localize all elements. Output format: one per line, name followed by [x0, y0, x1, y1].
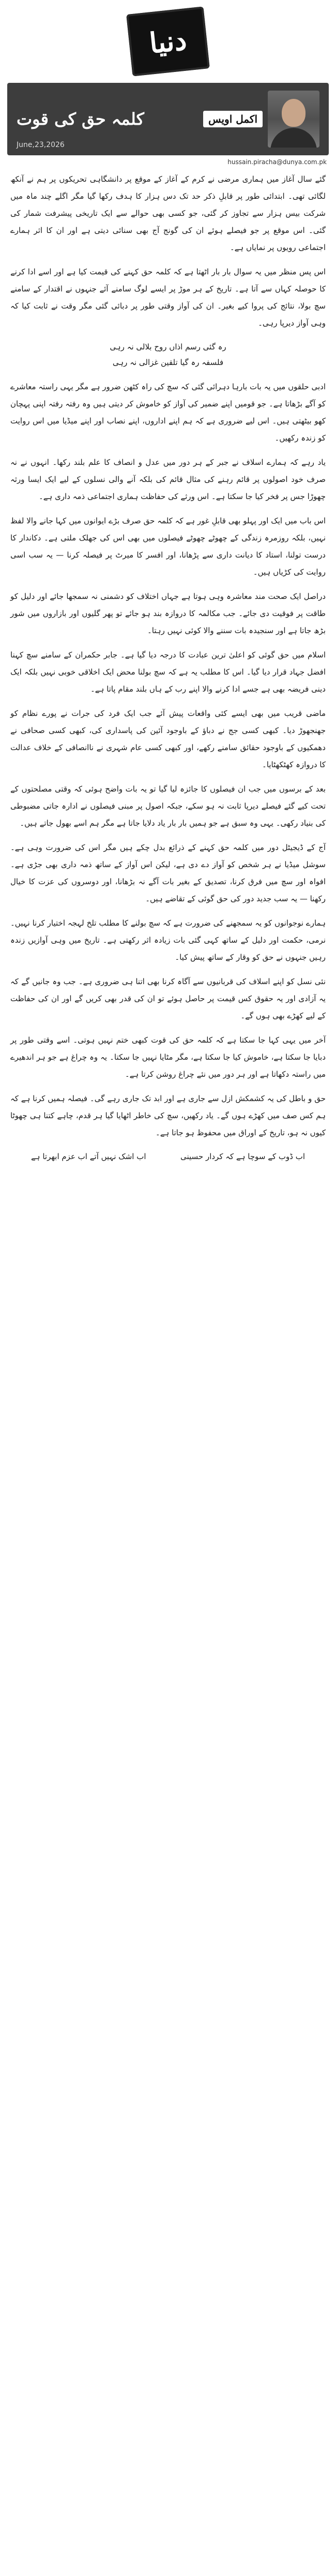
- article-paragraph: دراصل ایک صحت مند معاشرہ وہی ہوتا ہے جہاں اختلاف کو دشمنی نہ سمجھا جائے اور دلیل کو طاقت پر فوقیت دی جائے۔ جب مکالمہ کا دروازہ بند ہو جائے تو پھر گلیوں اور بازاروں میں شور بڑھ جاتا ہے اور سنجیدہ بات سننے والا کوئی نہیں رہتا۔: [10, 592, 326, 635]
- article-paragraph: ادبی حلقوں میں یہ بات بارہا دہرائی گئی کہ سچ کی راہ کٹھن ضرور ہے مگر یہی راستہ معاشرے کو آگے بڑھاتا ہے۔ جو قومیں اپنے ضمیر کی آواز کو خاموش کر دیتی ہیں وہ رفتہ رفتہ اپنی پہچان کھو بیٹھتی ہیں۔ اس لیے ضروری ہے کہ ہم اپنے اداروں، اپنے نصاب اور اپنے میڈیا میں اس روایت کو زندہ رکھیں۔: [10, 382, 326, 443]
- logo-text: دنیا: [147, 23, 189, 60]
- article-paragraph: یاد رہے کہ ہمارے اسلاف نے جبر کے ہر دور میں عدل و انصاف کا علم بلند رکھا۔ انہوں نے نہ صرف خود اصولوں پر قائم رہنے کی مثال قائم کی بلکہ آنے والی نسلوں کے لیے ایک ایسا ورثہ چھوڑا جس پر فخر کیا جا سکتا ہے۔ اس ورثے کی حفاظت ہماری اجتماعی ذمہ داری ہے۔: [10, 458, 326, 501]
- article-paragraph: اس باب میں ایک اور پہلو بھی قابلِ غور ہے کہ کلمہ حق صرف بڑے ایوانوں میں کہا جانے والا لفظ نہیں، بلکہ روزمرہ زندگی کے چھوٹے چھوٹے فیصلوں میں بھی اس کی جھلک ملتی ہے۔ دکاندار کا درست تولنا، استاد کا دیانت داری سے پڑھانا، اور افسر کا میرٹ پر فیصلہ کرنا — یہ سب اسی روایت کی کڑیاں ہیں۔: [10, 516, 326, 577]
- verse-line: رہ گئی رسم اذاں روح بلالی نہ رہی: [110, 342, 226, 352]
- closing-paragraph: حق و باطل کی یہ کشمکش ازل سے جاری ہے اور ابد تک جاری رہے گی۔ فیصلہ ہمیں کرنا ہے کہ ہم کس صف میں کھڑے ہوں گے۔ یاد رکھیں، سچ کی خاطر اٹھایا گیا ہر قدم، چاہے کتنا ہی چھوٹا کیوں نہ ہو، تاریخ کے اوراق میں محفوظ ہو جاتا ہے۔: [10, 1094, 326, 1137]
- author-photo-shoulders: [270, 128, 317, 148]
- author-label: [203, 111, 263, 127]
- couplet-line-right: اب ڈوب کے سوچا ہے کہ کردار حسینی: [180, 1152, 305, 1161]
- article-paragraph: بعد کے برسوں میں جب ان فیصلوں کا جائزہ لیا گیا تو یہ بات واضح ہوئی کہ وقتی مصلحتوں کے تحت کیے گئے فیصلے دیرپا ثابت نہ ہو سکے، جبکہ اصول پر مبنی فیصلوں نے ادارہ جاتی مضبوطی کی بنیاد رکھی۔ یہی وہ سبق ہے جو ہمیں بار بار یاد دلایا جاتا ہے مگر ہم اسے بھول جاتے ہیں۔: [10, 784, 326, 828]
- article-paragraph: آج کے ڈیجیٹل دور میں کلمہ حق کہنے کے ذرائع بدل چکے ہیں مگر اس کی ضرورت وہی ہے۔ سوشل میڈیا نے ہر شخص کو آواز دے دی ہے، لیکن اس آواز کے ساتھ ذمہ داری بھی جڑی ہے۔ افواہ اور سچ میں فرق کرنا، تصدیق کے بغیر بات آگے نہ بڑھانا، اور دوسروں کی عزت کا خیال رکھنا — یہ سب جدید دور کی حق گوئی کے تقاضے ہیں۔: [10, 843, 326, 903]
- article-paragraph: ماضی قریب میں بھی ایسے کئی واقعات پیش آئے جب ایک فرد کی جرات نے پورے نظام کو جھنجھوڑ دیا۔ کبھی کسی جج نے دباؤ کے باوجود آئین کی پاسداری کی، کبھی کسی صحافی نے دھمکیوں کے باوجود حقائق سامنے رکھے، اور کبھی کسی عام شہری نے ناانصافی کے خلاف عدالت کا دروازہ کھٹکھٹایا۔: [10, 709, 326, 769]
- author-block: [203, 91, 319, 148]
- article-paragraph: ہمارے نوجوانوں کو یہ سمجھنے کی ضرورت ہے کہ سچ بولنے کا مطلب تلخ لہجہ اختیار کرنا نہیں۔ نرمی، حکمت اور دلیل کے ساتھ کہی گئی بات زیادہ اثر رکھتی ہے۔ تاریخ میں وہی آوازیں زندہ رہیں جنہوں نے حق کو وقار کے ساتھ پیش کیا۔: [10, 918, 326, 962]
- final-couplet: [10, 1149, 326, 1164]
- column-title: کلمہ حق کی قوت: [17, 109, 144, 129]
- article-paragraph: نئی نسل کو اپنے اسلاف کی قربانیوں سے آگاہ کرنا بھی اتنا ہی ضروری ہے۔ جب وہ جانیں گے کہ یہ آزادی اور یہ حقوق کس قیمت پر حاصل ہوئے تو ان کی قدر بھی کریں گے اور ان کی حفاظت کے لیے کھڑے بھی ہوں گے۔: [10, 977, 326, 1020]
- couplet-line-left: اب اشک نہیں آتے اب عزم ابھرتا ہے: [31, 1152, 146, 1161]
- article-paragraph: اسلام میں حق گوئی کو اعلیٰ ترین عبادت کا درجہ دیا گیا ہے۔ جابر حکمران کے سامنے سچ کہنا افضل جہاد قرار دیا گیا۔ اس کا مطلب یہ ہے کہ سچ بولنا محض ایک اخلاقی خوبی نہیں بلکہ ایک دینی فریضہ بھی ہے جسے ادا کرنے والا اپنے رب کے ہاں بلند مقام پاتا ہے۔: [10, 650, 326, 694]
- verse-block: [10, 339, 326, 370]
- author-email[interactable]: hussain.piracha@dunya.com.pk: [227, 158, 327, 166]
- column-date: June,23,2026: [17, 141, 65, 149]
- column-header: [7, 83, 329, 155]
- author-name: اکمل اویس: [203, 111, 263, 127]
- masthead: [7, 0, 329, 83]
- article-paragraph: گئے سال آغاز میں ہماری مرضی نے کرم کے آغاز کے موقع پر دانشگاہی تحریکوں پر ہم نے آنکھ لگائی تھی۔ ابتدائی طور پر قابلِ ذکر حد تک دس ہزار کا ہدف رکھا گیا مگر اگلے چند ماہ میں شرکت بیس ہزار سے تجاوز کر گئی، جو کسی بھی حوالے سے ایک تاریخی پیشرفت شمار کی گئی۔ اس موقع پر جو فیصلے ہوئے ان کی گونج آج بھی سنائی دیتی ہے اور ان کا اثر ہمارے اجتماعی رویوں پر نمایاں ہے۔: [10, 174, 326, 252]
- article-paragraph: آخر میں یہی کہا جا سکتا ہے کہ کلمہ حق کی قوت کبھی ختم نہیں ہوتی۔ اسے وقتی طور پر دبایا جا سکتا ہے، خاموش کیا جا سکتا ہے، مگر مٹایا نہیں جا سکتا۔ یہ وہ چراغ ہے جو ہر اندھیرے میں راستہ دکھاتا ہے اور ہر دور میں نئے چراغ روشن کرتا ہے۔: [10, 1035, 326, 1079]
- author-photo: [268, 91, 319, 148]
- article-paragraph: اس پس منظر میں یہ سوال بار بار اٹھتا ہے کہ کلمہ حق کہنے کی قیمت کیا ہے اور اسے ادا کرنے کا حوصلہ کہاں سے آتا ہے۔ تاریخ کے ہر موڑ پر ایسے لوگ سامنے آئے جنہوں نے اقتدار کے سامنے سچ بولا، نتائج کی پروا کیے بغیر۔ ان کی آواز وقتی طور پر دبائی گئی مگر وقت نے ثابت کیا کہ وہی آواز دیرپا رہی۔: [10, 267, 326, 328]
- newspaper-logo: [126, 6, 210, 76]
- verse-line: فلسفہ رہ گیا تلقین غزالی نہ رہی: [112, 358, 224, 367]
- article-body: [7, 169, 329, 1166]
- author-photo-head: [282, 99, 306, 127]
